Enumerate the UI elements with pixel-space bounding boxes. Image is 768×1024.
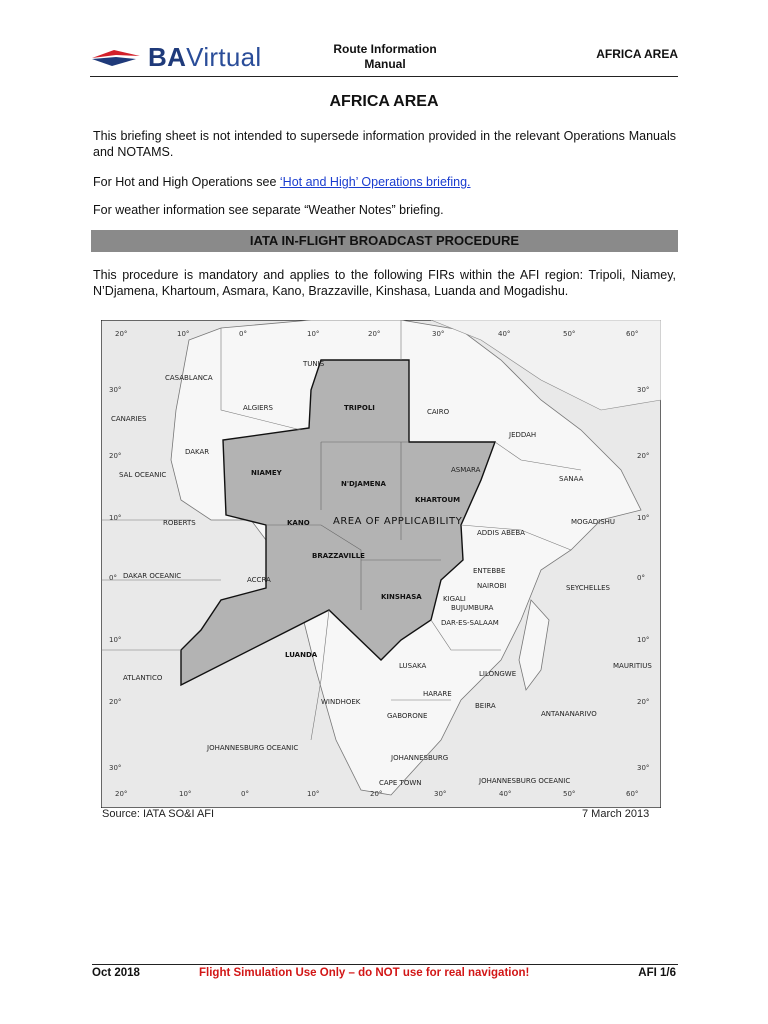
bavirtual-logo <box>90 42 261 73</box>
svg-text:30°: 30° <box>637 764 650 772</box>
svg-text:30°: 30° <box>109 764 122 772</box>
weather-paragraph: For weather information see separate “Weather Notes” briefing. <box>93 203 444 217</box>
footer-date: Oct 2018 <box>92 967 140 979</box>
svg-text:20°: 20° <box>109 452 122 460</box>
intro-paragraph: This briefing sheet is not intended to supersede information provided in the relevant Operations Manuals and NOTAMS. <box>93 129 676 159</box>
header-area-name: AFRICA AREA <box>596 47 678 61</box>
hot-high-paragraph: For Hot and High Operations see ‘Hot and High’ Operations briefing. <box>93 175 471 189</box>
svg-text:GABORONE: GABORONE <box>387 712 428 720</box>
svg-text:10°: 10° <box>637 514 650 522</box>
afi-region-map <box>101 320 661 808</box>
svg-text:DAR-ES-SALAAM: DAR-ES-SALAAM <box>441 619 499 627</box>
svg-text:ANTANANARIVO: ANTANANARIVO <box>541 710 597 718</box>
svg-text:0°: 0° <box>241 790 249 798</box>
svg-text:60°: 60° <box>626 330 639 338</box>
svg-text:20°: 20° <box>109 698 122 706</box>
svg-text:10°: 10° <box>109 514 122 522</box>
svg-text:30°: 30° <box>432 330 445 338</box>
svg-text:MAURITIUS: MAURITIUS <box>613 662 652 670</box>
svg-text:10°: 10° <box>179 790 192 798</box>
svg-text:0°: 0° <box>109 574 117 582</box>
svg-text:SAL OCEANIC: SAL OCEANIC <box>119 471 167 479</box>
svg-text:50°: 50° <box>563 330 576 338</box>
svg-text:20°: 20° <box>370 790 383 798</box>
svg-text:20°: 20° <box>637 698 650 706</box>
section-heading-bar <box>91 230 678 252</box>
hot-high-link[interactable]: ‘Hot and High’ Operations briefing. <box>279 175 471 189</box>
svg-text:LUSAKA: LUSAKA <box>399 662 427 670</box>
svg-text:ATLANTICO: ATLANTICO <box>123 674 163 682</box>
svg-text:BUJUMBURA: BUJUMBURA <box>451 604 494 612</box>
page-header <box>90 38 678 77</box>
svg-text:10°: 10° <box>307 330 320 338</box>
svg-text:50°: 50° <box>563 790 576 798</box>
svg-text:40°: 40° <box>499 790 512 798</box>
svg-text:10°: 10° <box>109 636 122 644</box>
footer-page-number: AFI 1/6 <box>638 967 676 979</box>
svg-text:20°: 20° <box>115 790 128 798</box>
svg-text:ASMARA: ASMARA <box>451 466 481 474</box>
svg-text:CAPE TOWN: CAPE TOWN <box>379 779 422 787</box>
svg-text:0°: 0° <box>239 330 247 338</box>
svg-text:ROBERTS: ROBERTS <box>163 519 196 527</box>
svg-text:KHARTOUM: KHARTOUM <box>415 496 461 504</box>
page-footer <box>92 964 678 985</box>
area-of-applicability-label: AREA OF APPLICABILITY <box>333 516 463 527</box>
svg-text:ACCRA: ACCRA <box>247 576 271 584</box>
svg-text:DAKAR OCEANIC: DAKAR OCEANIC <box>123 572 182 580</box>
svg-text:JOHANNESBURG OCEANIC: JOHANNESBURG OCEANIC <box>479 777 571 785</box>
svg-text:CAIRO: CAIRO <box>427 408 450 416</box>
map-date: 7 March 2013 <box>582 808 650 820</box>
footer-warning: Flight Simulation Use Only – do NOT use for real navigation! <box>199 967 530 979</box>
speedmarque-icon <box>90 46 142 70</box>
svg-text:WINDHOEK: WINDHOEK <box>321 698 361 706</box>
section-heading: IATA IN-FLIGHT BROADCAST PROCEDURE <box>249 233 520 248</box>
svg-text:NAIROBI: NAIROBI <box>477 582 507 590</box>
svg-text:CANARIES: CANARIES <box>111 415 147 423</box>
svg-text:SANAA: SANAA <box>559 475 584 483</box>
svg-text:KIGALI: KIGALI <box>443 595 466 603</box>
svg-text:60°: 60° <box>626 790 639 798</box>
procedure-paragraph: This procedure is mandatory and applies to the following FIRs within the AFI region: Tripoli, Niamey, N’Djamena, Khartoum, Asmara, Kano, Brazzaville, Kinshasa, Luanda and Mogadishu. <box>93 268 676 298</box>
svg-text:KINSHASA: KINSHASA <box>381 593 422 601</box>
svg-text:40°: 40° <box>498 330 511 338</box>
svg-text:TRIPOLI: TRIPOLI <box>344 404 375 412</box>
svg-text:CASABLANCA: CASABLANCA <box>165 374 213 382</box>
svg-text:LILONGWE: LILONGWE <box>479 670 517 678</box>
svg-text:MOGADISHU: MOGADISHU <box>571 518 616 526</box>
svg-text:NIAMEY: NIAMEY <box>251 469 282 477</box>
svg-text:10°: 10° <box>637 636 650 644</box>
svg-text:ADDIS ABEBA: ADDIS ABEBA <box>477 529 525 537</box>
svg-text:JOHANNESBURG OCEANIC: JOHANNESBURG OCEANIC <box>207 744 299 752</box>
svg-text:KANO: KANO <box>287 519 310 527</box>
svg-text:JOHANNESBURG: JOHANNESBURG <box>391 754 449 762</box>
svg-text:BEIRA: BEIRA <box>475 702 496 710</box>
svg-text:30°: 30° <box>109 386 122 394</box>
svg-text:20°: 20° <box>637 452 650 460</box>
svg-text:20°: 20° <box>115 330 128 338</box>
svg-text:0°: 0° <box>637 574 645 582</box>
svg-text:10°: 10° <box>307 790 320 798</box>
svg-text:ALGIERS: ALGIERS <box>243 404 273 412</box>
page-title: AFRICA AREA <box>329 93 439 110</box>
svg-text:JEDDAH: JEDDAH <box>509 431 537 439</box>
svg-text:N'DJAMENA: N'DJAMENA <box>341 480 386 488</box>
map-source: Source: IATA SO&I AFI <box>102 808 215 820</box>
svg-text:TUNIS: TUNIS <box>303 360 325 368</box>
svg-text:10°: 10° <box>177 330 190 338</box>
svg-text:30°: 30° <box>637 386 650 394</box>
svg-text:BRAZZAVILLE: BRAZZAVILLE <box>312 552 365 560</box>
svg-text:SEYCHELLES: SEYCHELLES <box>566 584 610 592</box>
svg-text:30°: 30° <box>434 790 447 798</box>
svg-text:DAKAR: DAKAR <box>185 448 210 456</box>
svg-text:20°: 20° <box>368 330 381 338</box>
brand-name: BAVirtual <box>148 42 262 72</box>
svg-text:ENTEBBE: ENTEBBE <box>473 567 506 575</box>
svg-text:HARARE: HARARE <box>423 690 452 698</box>
manual-title: Route Information Manual <box>333 42 437 71</box>
svg-text:LUANDA: LUANDA <box>285 651 318 659</box>
